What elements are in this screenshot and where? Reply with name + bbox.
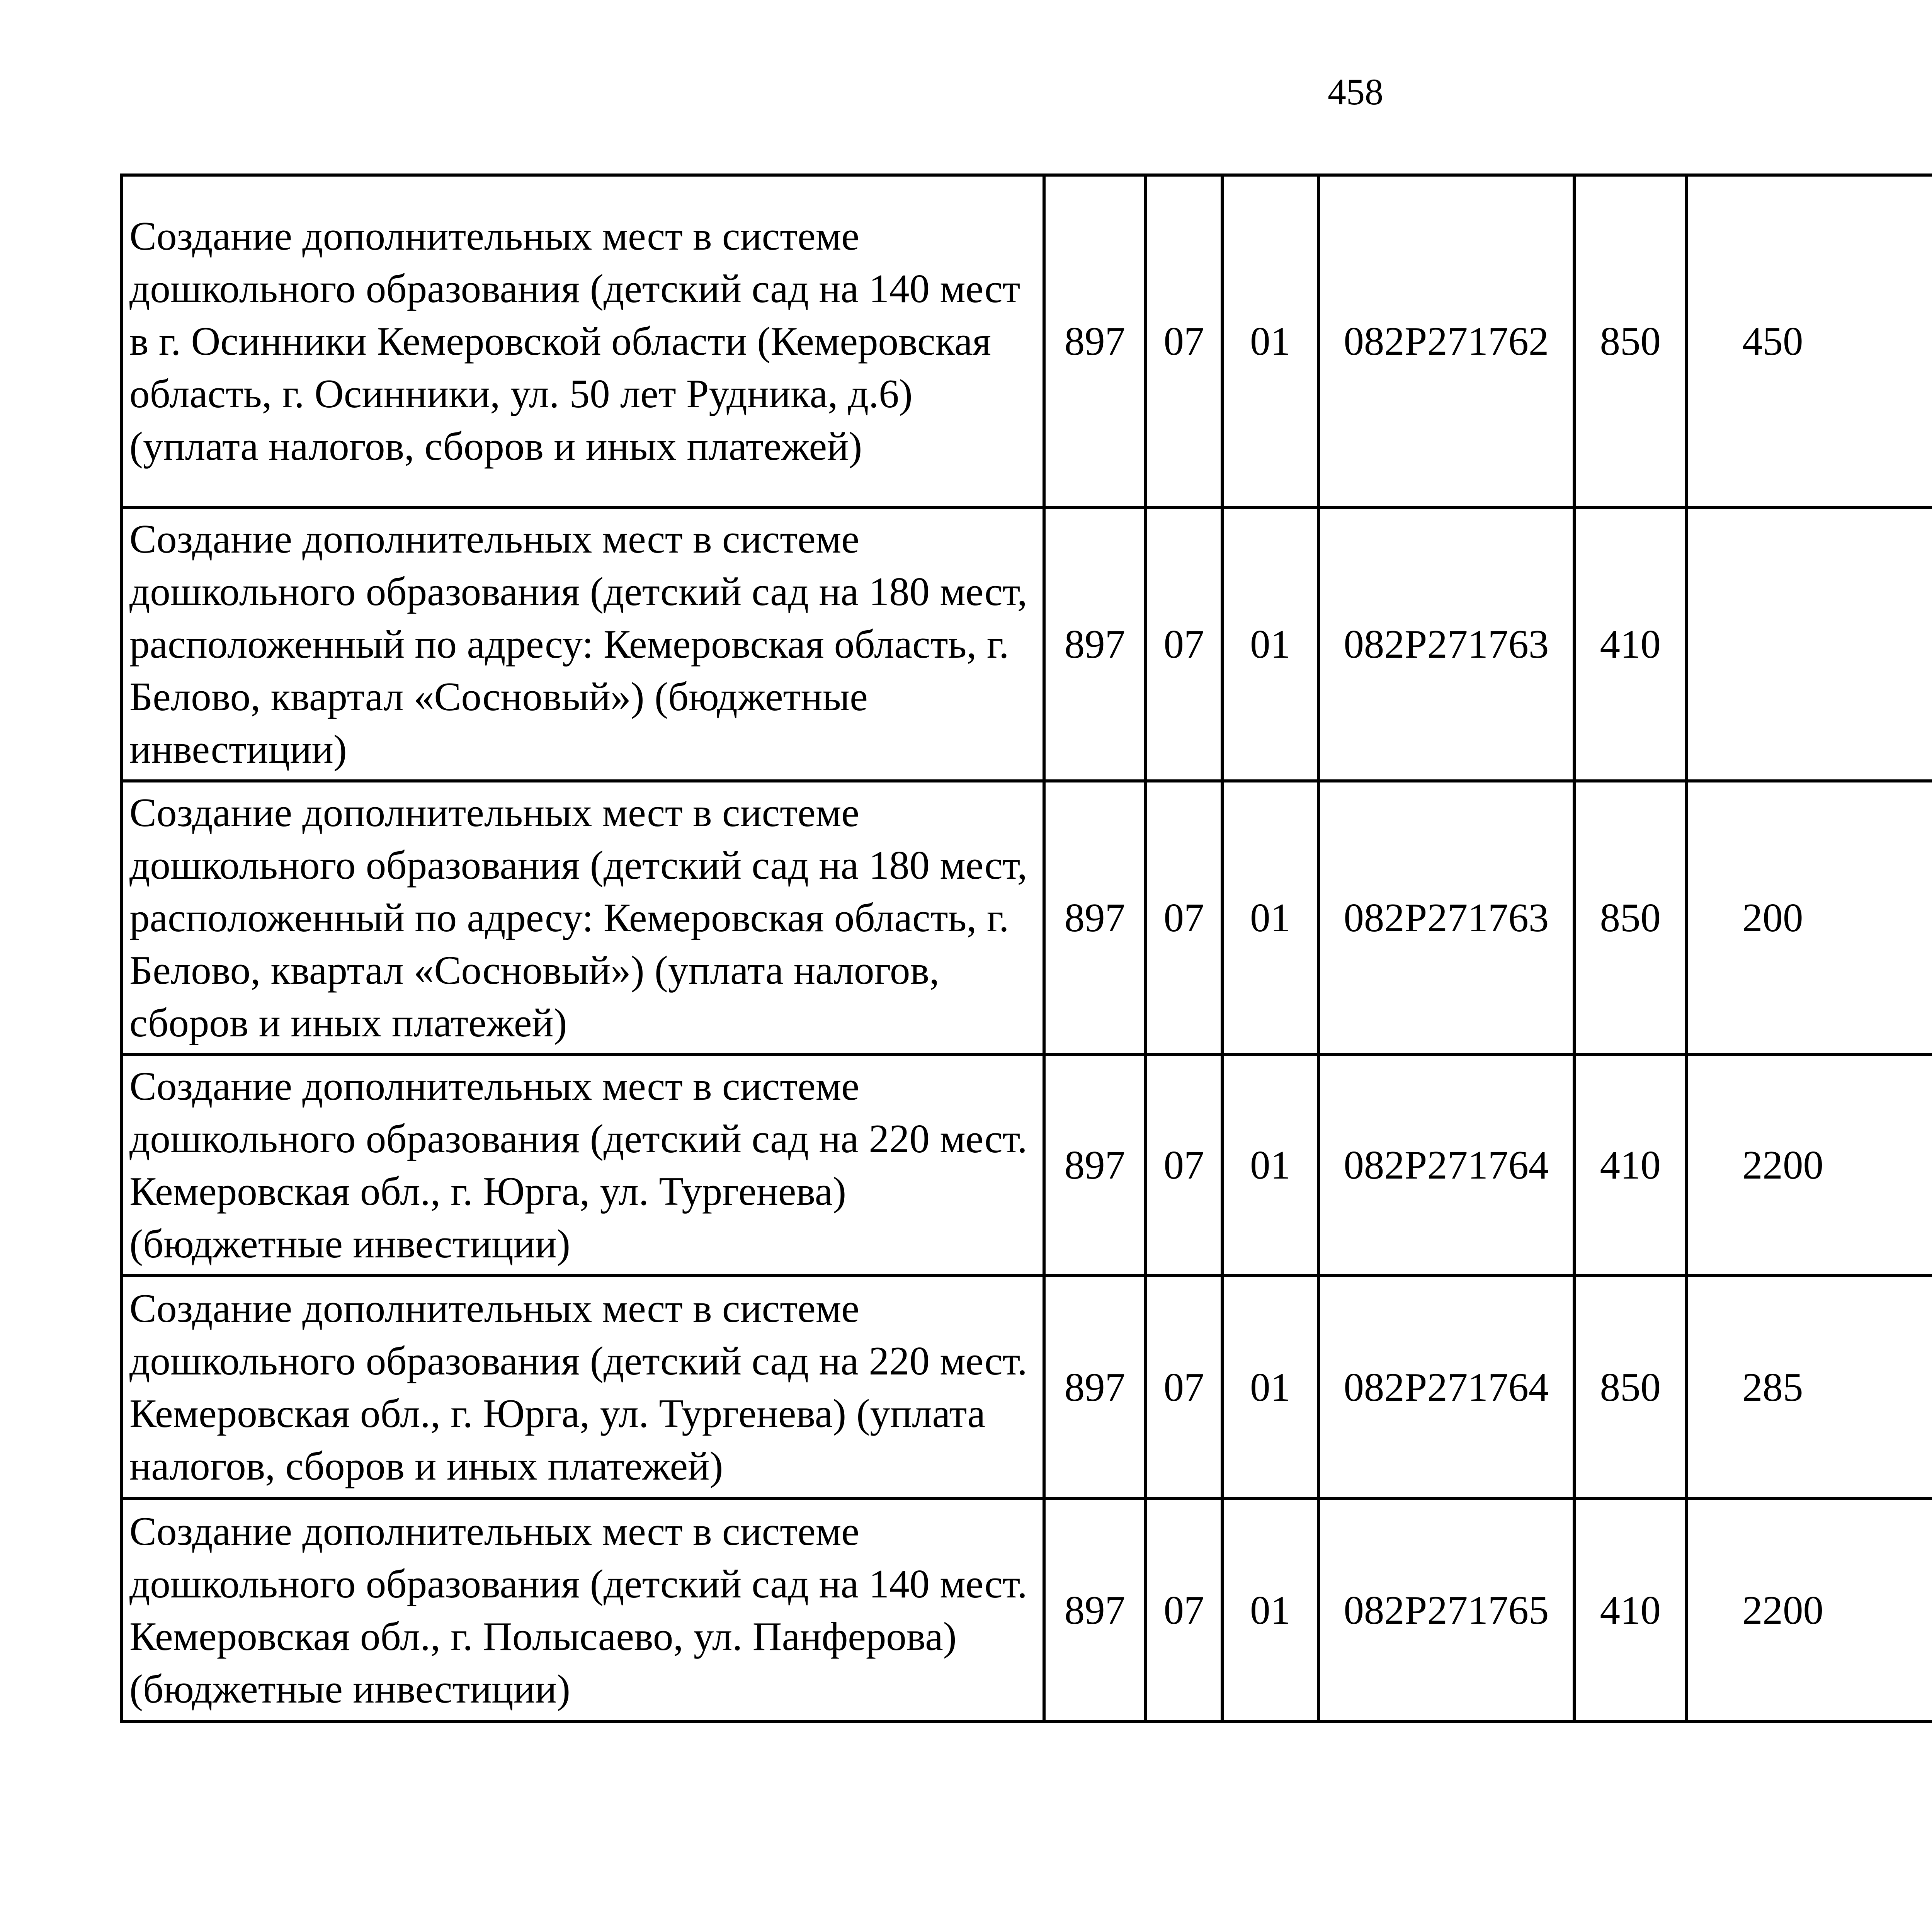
ministry-code-cell: 897 — [1044, 1276, 1146, 1499]
section-code-cell: 07 — [1146, 507, 1222, 781]
expense-type-cell: 410 — [1574, 507, 1687, 781]
expense-name-cell: Создание дополнительных мест в системе дошкольного образования (детский сад на 140 мест в г. Осинники Кемеровской области (Кемеровская область, г. Осинники, ул. 50 лет Рудника, д.6) (уплата налогов, сборов и иных платежей) — [122, 175, 1044, 507]
table-row — [122, 781, 1932, 1055]
expense-name-cell: Создание дополнительных мест в системе дошкольного образования (детский сад на 180 мест, расположенный по адресу: Кемеровская область, г. Белово, квартал «Сосновый») (уплата налогов, сборов и иных платежей) — [122, 781, 1044, 1055]
target-article-cell: 082P271762 — [1318, 175, 1574, 507]
amount-1-cell: 200 — [1687, 781, 1932, 1055]
expense-type-cell: 410 — [1574, 1499, 1687, 1721]
amount-1-cell: 2200 — [1687, 1499, 1932, 1721]
ministry-code-cell: 897 — [1044, 1055, 1146, 1276]
subsection-code-cell: 01 — [1222, 175, 1318, 507]
table-row — [122, 1055, 1932, 1276]
amount-1-cell: 285 — [1687, 1276, 1932, 1499]
expense-name-cell: Создание дополнительных мест в системе дошкольного образования (детский сад на 220 мест. Кемеровская обл., г. Юрга, ул. Тургенева) (бюджетные инвестиции) — [122, 1055, 1044, 1276]
section-code-cell: 07 — [1146, 1055, 1222, 1276]
subsection-code-cell: 01 — [1222, 781, 1318, 1055]
subsection-code-cell: 01 — [1222, 1499, 1318, 1721]
table-row — [122, 507, 1932, 781]
expense-type-cell: 850 — [1574, 1276, 1687, 1499]
expense-name-cell: Создание дополнительных мест в системе дошкольного образования (детский сад на 140 мест. Кемеровская обл., г. Полысаево, ул. Панферова) (бюджетные инвестиции) — [122, 1499, 1044, 1721]
page-number: 458 — [1328, 71, 1383, 112]
expense-name-cell: Создание дополнительных мест в системе дошкольного образования (детский сад на 220 мест. Кемеровская обл., г. Юрга, ул. Тургенева) (уплата налогов, сборов и иных платежей) — [122, 1276, 1044, 1499]
ministry-code-cell: 897 — [1044, 507, 1146, 781]
ministry-code-cell: 897 — [1044, 1499, 1146, 1721]
target-article-cell: 082P271763 — [1318, 781, 1574, 1055]
section-code-cell: 07 — [1146, 1499, 1222, 1721]
expense-type-cell: 850 — [1574, 781, 1687, 1055]
target-article-cell: 082P271764 — [1318, 1055, 1574, 1276]
subsection-code-cell: 01 — [1222, 1055, 1318, 1276]
expense-type-cell: 410 — [1574, 1055, 1687, 1276]
section-code-cell: 07 — [1146, 781, 1222, 1055]
amount-1-cell: 450 — [1687, 175, 1932, 507]
table-row — [122, 1276, 1932, 1499]
target-article-cell: 082P271763 — [1318, 507, 1574, 781]
ministry-code-cell: 897 — [1044, 175, 1146, 507]
table-row — [122, 175, 1932, 507]
amount-1-cell — [1687, 507, 1932, 781]
budget-table — [120, 173, 1932, 1723]
table-row — [122, 1499, 1932, 1721]
target-article-cell: 082P271765 — [1318, 1499, 1574, 1721]
target-article-cell: 082P271764 — [1318, 1276, 1574, 1499]
amount-1-cell: 2200 — [1687, 1055, 1932, 1276]
section-code-cell: 07 — [1146, 175, 1222, 507]
subsection-code-cell: 01 — [1222, 507, 1318, 781]
ministry-code-cell: 897 — [1044, 781, 1146, 1055]
subsection-code-cell: 01 — [1222, 1276, 1318, 1499]
section-code-cell: 07 — [1146, 1276, 1222, 1499]
expense-type-cell: 850 — [1574, 175, 1687, 507]
expense-name-cell: Создание дополнительных мест в системе дошкольного образования (детский сад на 180 мест, расположенный по адресу: Кемеровская область, г. Белово, квартал «Сосновый») (бюджетные инвестиции) — [122, 507, 1044, 781]
